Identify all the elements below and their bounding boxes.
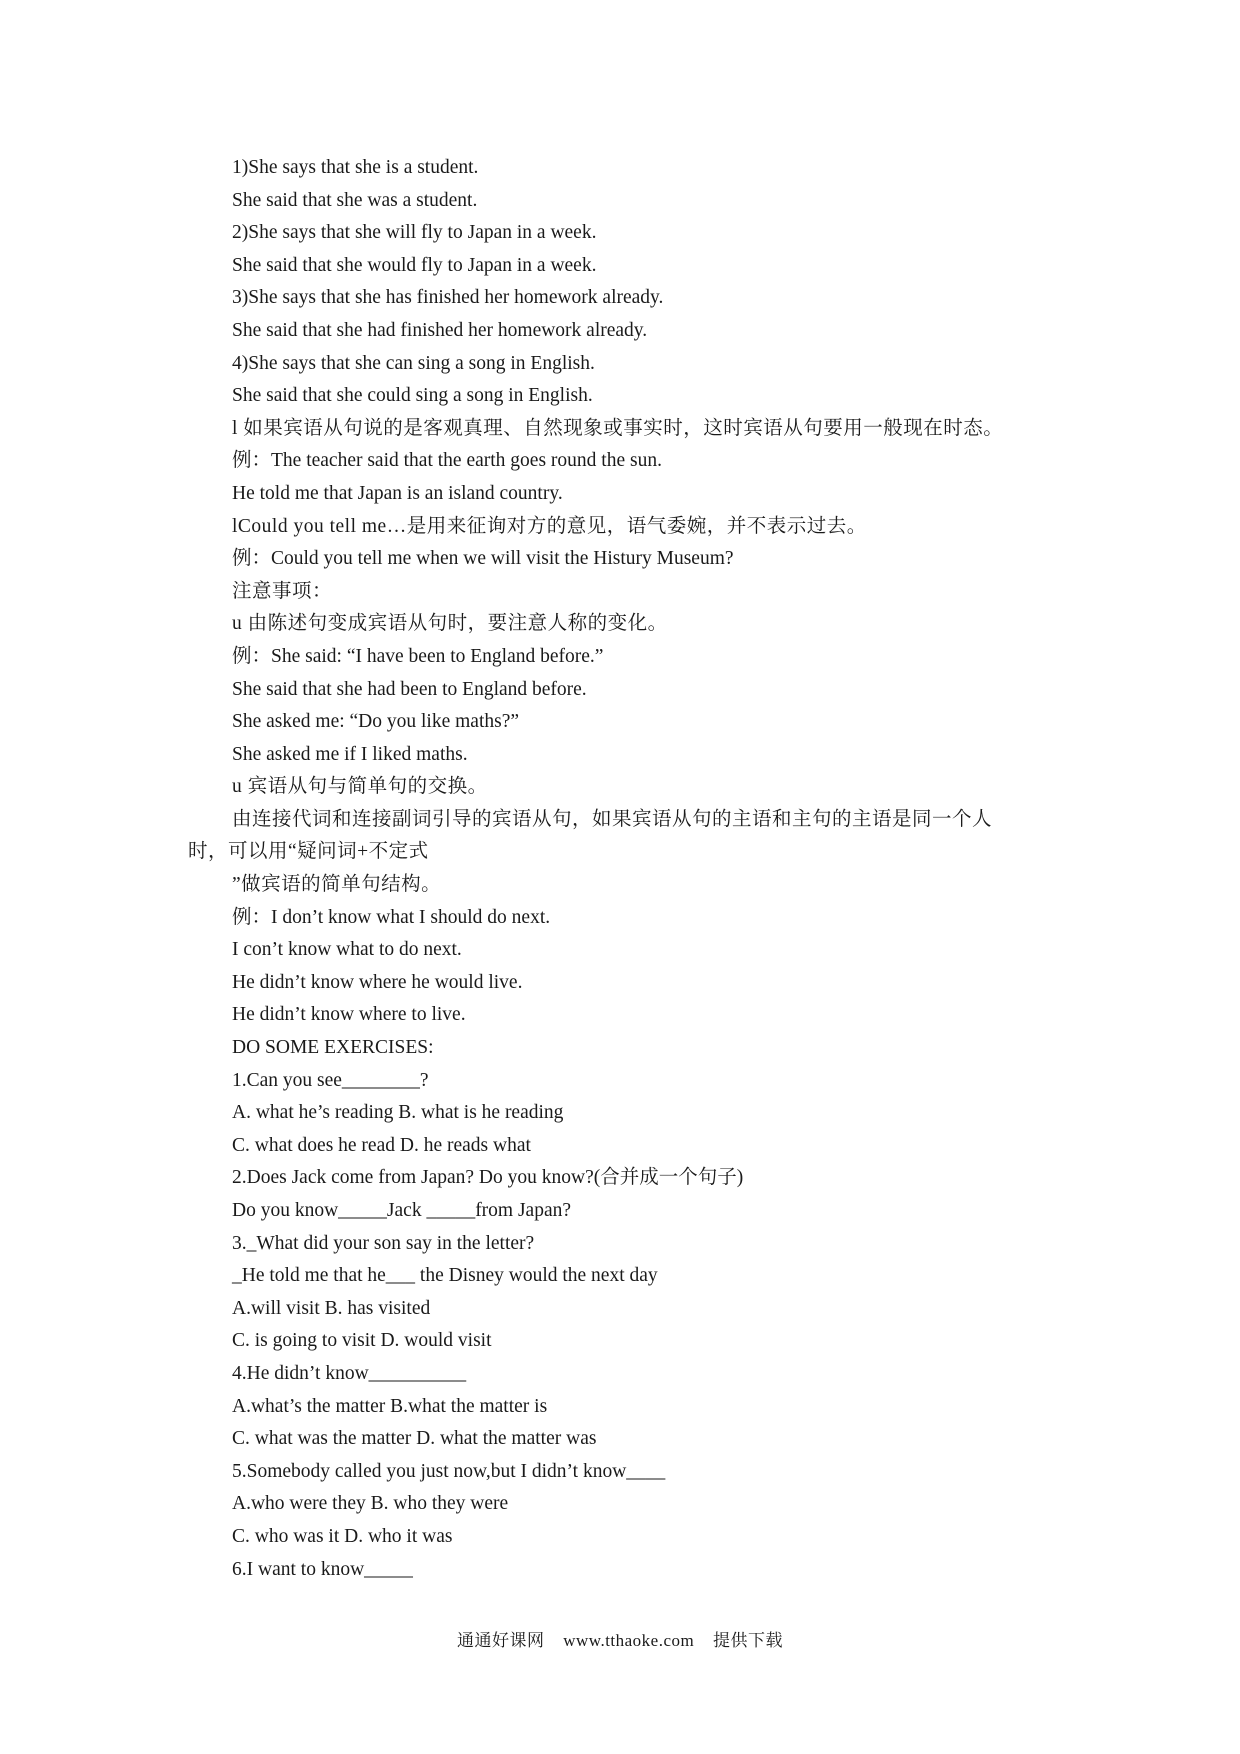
exercise-options: C. who was it D. who it was xyxy=(232,1525,453,1547)
text-line: She said that she had finished her homework already. xyxy=(232,319,648,341)
text-line: 1)She says that she is a student. xyxy=(232,157,479,178)
exercise-question: 5.Somebody called you just now,but I didn’t know____ xyxy=(232,1460,666,1482)
page-footer xyxy=(0,1626,1240,1651)
text-line: She said that she could sing a song in English. xyxy=(232,385,593,407)
exercise-question: 4.He didn’t know__________ xyxy=(232,1362,467,1384)
text-line: She said that she would fly to Japan in a week. xyxy=(232,254,597,276)
exercise-question: 3._What did your son say in the letter? xyxy=(232,1232,535,1254)
text-line: 3)She says that she has finished her homework already. xyxy=(232,287,664,309)
exercises-heading: DO SOME EXERCISES: xyxy=(232,1037,434,1059)
rule-note: l 如果宾语从句说的是客观真理、自然现象或事实时，这时宾语从句要用一般现在时态。 xyxy=(232,417,1004,439)
footer-suffix: 提供下载 xyxy=(713,1631,784,1650)
text-line: 4)She says that she can sing a song in English. xyxy=(232,352,595,374)
rule-note-continued: ”做宾语的简单句结构。 xyxy=(232,874,442,896)
text-line: He didn’t know where he would live. xyxy=(232,971,523,993)
text-line: He didn’t know where to live. xyxy=(232,1004,466,1026)
rule-note: u 由陈述句变成宾语从句时，要注意人称的变化。 xyxy=(232,613,668,635)
exercise-question: 6.I want to know_____ xyxy=(232,1558,413,1580)
exercise-question: 1.Can you see________? xyxy=(232,1069,429,1091)
example-line: 例：I don’t know what I should do next. xyxy=(232,906,551,928)
exercise-options: A.who were they B. who they were xyxy=(232,1493,509,1515)
text-line: He told me that Japan is an island country. xyxy=(232,482,563,504)
exercise-answer-line: Do you know_____Jack _____from Japan? xyxy=(232,1200,572,1221)
exercise-options: C. is going to visit D. would visit xyxy=(232,1330,492,1352)
rule-note: 由连接代词和连接副词引导的宾语从句，如果宾语从句的主语和主句的主语是同一个人 xyxy=(232,808,993,830)
exercise-options: A.what’s the matter B.what the matter is xyxy=(232,1395,548,1417)
text-line: She said that she had been to England before. xyxy=(232,678,587,700)
footer-site-name: 通通好课网 xyxy=(456,1631,545,1650)
text-line: She asked me: “Do you like maths?” xyxy=(232,711,520,733)
text-line: 2)She says that she will fly to Japan in a week. xyxy=(232,222,597,244)
text-line: I con’t know what to do next. xyxy=(232,939,462,961)
exercise-options: C. what was the matter D. what the matter was xyxy=(232,1428,597,1450)
text-line: She said that she was a student. xyxy=(232,189,478,211)
document-body xyxy=(188,152,1112,1586)
rule-note: u 宾语从句与简单句的交换。 xyxy=(232,776,488,798)
example-line: 例：The teacher said that the earth goes round the sun. xyxy=(232,450,662,472)
exercise-question: _He told me that he___ the Disney would the next day xyxy=(232,1265,658,1287)
rule-note-continued: 时，可以用“疑问词+不定式 xyxy=(188,841,429,863)
text-line: She asked me if I liked maths. xyxy=(232,743,468,765)
rule-note: lCould you tell me…是用来征询对方的意见，语气委婉，并不表示过去。 xyxy=(232,515,867,537)
footer-url: www.tthaoke.com xyxy=(563,1631,695,1650)
example-line: 例：Could you tell me when we will visit the Histury Museum? xyxy=(232,548,734,570)
exercise-options: C. what does he read D. he reads what xyxy=(232,1134,531,1156)
exercise-options: A.will visit B. has visited xyxy=(232,1297,431,1319)
exercise-options: A. what he’s reading B. what is he reading xyxy=(232,1102,564,1124)
example-line: 例：She said: “I have been to England before.” xyxy=(232,645,604,667)
exercise-question: 2.Does Jack come from Japan? Do you know?(合并成一个句子) xyxy=(232,1167,744,1189)
section-heading: 注意事项： xyxy=(232,580,333,602)
